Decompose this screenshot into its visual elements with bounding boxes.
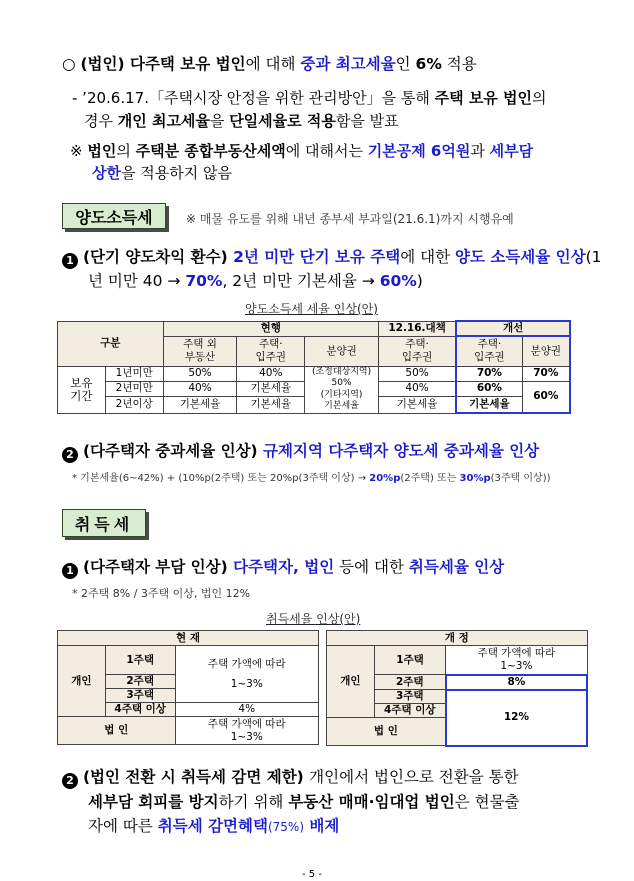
row-label: 1년미만	[105, 366, 163, 381]
section2-item2-line-2: 세부담 회피를 방지하기 위해 부동산 매매·임대업 법인은 현물출	[88, 793, 520, 811]
header-current: 현 재	[58, 631, 319, 646]
row-label: 2년미만	[105, 381, 163, 396]
section2-item2-line-3: 자에 따른 취득세 감면혜택(75%) 배제	[88, 817, 340, 835]
header-gubun: 구분	[58, 321, 164, 366]
section2-item1: 1 (다주택자 부담 인상) 다주택자, 법인 등에 대한 취득세율 인상	[62, 556, 504, 579]
numbered-bullet-icon: 1	[62, 253, 78, 269]
header-improve-presale: 분양권	[522, 336, 570, 366]
section2-item1-note: * 2주택 8% / 3주택 이상, 법인 12%	[72, 587, 251, 600]
row-label: 2년이상	[105, 396, 163, 413]
header-1216-housing: 주택· 입주권	[378, 336, 456, 366]
header-presale: 분양권	[305, 336, 379, 366]
header-current: 현행	[163, 321, 378, 336]
value-12-percent: 12%	[446, 690, 587, 746]
header-improve: 개선	[456, 321, 570, 336]
row-group-individual: 개인	[58, 646, 106, 717]
section1-item1-line-1: 1 (단기 양도차익 환수) 2년 미만 단기 보유 주택에 대한 양도 소득세율 인상(1	[62, 246, 602, 269]
acquisition-current-table: 현 재 개인 1주택 주택 가액에 따라 1~3% 2주택 3주택 4주택 이상 4% 법 인 주택 가액에 따라 1~3%	[57, 630, 319, 745]
section1-item2: 2 (다주택자 중과세율 인상) 규제지역 다주택자 양도세 중과세율 인상	[62, 440, 539, 463]
numbered-bullet-icon: 2	[62, 447, 78, 463]
numbered-bullet-icon: 2	[62, 773, 78, 789]
row-corporation: 법 인	[58, 717, 176, 745]
header-revised: 개 정	[327, 631, 588, 646]
table-title-acquisition: 취득세율 인상(안)	[266, 612, 361, 626]
section1-item1-line-2: 년 미만 40 → 70%, 2년 미만 기본세율 → 60%)	[88, 272, 423, 290]
section-title-acquisition-tax: 취득세	[62, 509, 146, 537]
intro-note-line-1: ※ 법인의 주택분 종합부동산세액에 대해서는 기본공제 6억원과 세부담	[70, 142, 534, 160]
intro-line-1: ○ (법인) 다주택 보유 법인에 대해 중과 최고세율인 6% 적용	[62, 55, 477, 73]
row-corporation: 법 인	[327, 718, 446, 746]
header-non-housing: 주택 외 부동산	[163, 336, 237, 366]
header-improve-housing: 주택· 입주권	[456, 336, 522, 366]
intro-note-line-2: 상한을 적용하지 않음	[92, 164, 232, 182]
section1-note: ※ 매물 유도를 위해 내년 종부세 부과일(21.6.1)까지 시행유예	[186, 212, 514, 226]
section1-item2-note: * 기본세율(6~42%) + (10%p(2주택) 또는 20%p(3주택 이상) → 20%p(2주택) 또는 30%p(3주택 이상))	[72, 473, 551, 484]
intro-line-3: 경우 개인 최고세율을 단일세율로 적용함을 발표	[84, 112, 399, 130]
section2-item2-line-1: 2 (법인 전환 시 취득세 감면 제한) 개인에서 법인으로 전환을 통한	[62, 766, 519, 789]
acquisition-revised-table: 개 정 개인 1주택 주택 가액에 따라 1~3% 2주택 8% 3주택 12% 4주택 이상 법 인	[326, 630, 588, 747]
presale-merged-cell: (조정대상지역) 50% (기타지역) 기본세율	[305, 366, 379, 413]
intro-line-2: - ’20.6.17.「주택시장 안정을 위한 관리방안」을 통해 주택 보유 법인의	[72, 89, 547, 107]
header-housing: 주택· 입주권	[237, 336, 305, 366]
section-title-capital-gains-tax: 양도소득세	[62, 203, 166, 229]
row-group-individual: 개인	[327, 646, 375, 718]
page-number: - 5 -	[302, 869, 322, 880]
improve-presale-merged: 60%	[522, 381, 570, 413]
header-1216: 12.16.대책	[378, 321, 456, 336]
value-by-price: 주택 가액에 따라 1~3%	[175, 646, 318, 703]
capital-gains-rate-table: 구분 현행 12.16.대책 개선 주택 외 부동산 주택· 입주권 분양권 주택· 입주권 주택· 입주권 분양권 보유 기간 1년미만 50% 40% (조정대상지역) 50% (기타지역) 기본세율 50% 70% 70% 2년미만 40% 기본세율 40% 60% 60% 2년이상 기본세율 기본세율 기본세율 기본세율	[57, 320, 571, 414]
row-group-holding-period: 보유 기간	[58, 366, 106, 413]
numbered-bullet-icon: 1	[62, 563, 78, 579]
bullet: ○	[62, 55, 76, 73]
table-title-capital-gains: 양도소득세 세율 인상(안)	[245, 302, 378, 316]
